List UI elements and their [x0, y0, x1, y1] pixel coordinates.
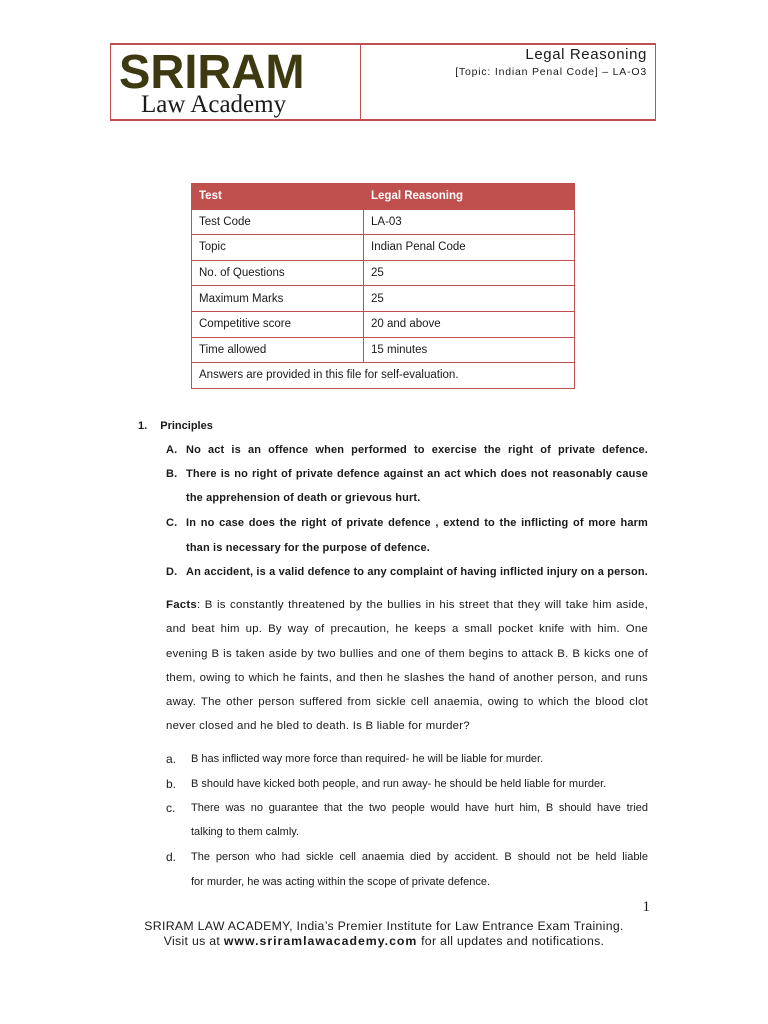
footer-website-link[interactable]: www.sriramlawacademy.com [223, 934, 418, 948]
table-note: Answers are provided in this file for self-evaluation. [192, 363, 575, 389]
table-cell-label: Time allowed [192, 337, 364, 363]
facts-line: evening B is taken aside by two bullies and one of them begins to attack B. B kicks one of [166, 647, 648, 660]
facts-line [166, 593, 648, 617]
document-title: Legal Reasoning [525, 46, 647, 63]
table-row [192, 209, 575, 235]
table-cell-value: 25 [364, 260, 575, 286]
option-letter: c. [166, 801, 176, 815]
table-cell-label: Test Code [192, 209, 364, 235]
question-heading-text: Principles [160, 420, 213, 432]
table-cell-label: No. of Questions [192, 260, 364, 286]
page-number: 1 [642, 899, 650, 915]
table-row [192, 286, 575, 312]
facts-paragraph [166, 593, 648, 739]
table-cell-value: 15 minutes [364, 337, 575, 363]
page-header [110, 43, 656, 121]
option-text: talking to them calmly. [191, 826, 300, 838]
table-cell-label: Competitive score [192, 311, 364, 337]
logo-wordmark: SRIRAM [119, 46, 305, 99]
facts-line: never closed and he bled to death. Is B liable for murder? [166, 720, 470, 733]
facts-text: : B is constantly threatened by the bullies in his street that they will take him aside, [197, 599, 648, 611]
principle-text: the apprehension of death or grievous hurt. [186, 492, 421, 504]
logo-subtitle: Law Academy [141, 91, 287, 118]
table-row [192, 311, 575, 337]
question-heading [138, 420, 658, 432]
logo-block [110, 45, 361, 119]
footer-line-1: SRIRAM LAW ACADEMY, India’s Premier Institute for Law Entrance Exam Training. [144, 919, 624, 933]
header-title-block [361, 45, 656, 119]
principle-text: There is no right of private defence against an act which does not reasonably cause [186, 468, 648, 480]
footer-line-2 [0, 934, 768, 948]
question-number: 1. [138, 420, 148, 432]
table-cell-value: Indian Penal Code [364, 235, 575, 261]
option-text: B has inflicted way more force than required- he will be liable for murder. [191, 753, 544, 765]
option-letter: a. [166, 752, 177, 766]
table-cell-label: Maximum Marks [192, 286, 364, 312]
principle-text: In no case does the right of private defence , extend to the inflicting of more harm [186, 517, 648, 529]
principle-text: than is necessary for the purpose of defence. [186, 542, 430, 554]
table-row [192, 235, 575, 261]
footer-visit-text: Visit us at [163, 934, 221, 948]
principle-text: No act is an offence when performed to exercise the right of private defence. [186, 444, 648, 456]
option-text: for murder, he was acting within the scope of private defence. [191, 876, 490, 888]
table-header-row [192, 184, 575, 210]
facts-line: and beat him up. By way of precaution, he keeps a small pocket knife with him. One [166, 623, 648, 636]
table-note-row [192, 363, 575, 389]
document-topic: [Topic: Indian Penal Code] – LA-O3 [455, 66, 647, 78]
option-text: The person who had sickle cell anaemia died by accident. B should not be held liable [191, 851, 648, 863]
table-row [192, 260, 575, 286]
footer-updates-text: for all updates and notifications. [421, 934, 605, 948]
option-text: There was no guarantee that the two people would have hurt him, B should have tried [191, 802, 648, 814]
table-row [192, 337, 575, 363]
principle-letter: B. [166, 468, 178, 480]
table-cell-label: Topic [192, 235, 364, 261]
table-header-cell: Test [192, 184, 364, 210]
table-header-cell: Legal Reasoning [364, 184, 575, 210]
test-info-table [191, 183, 575, 389]
table-cell-value: 20 and above [364, 311, 575, 337]
facts-line: them, owing to which he faints, and then he slashes the hand of another person, and runs [166, 671, 648, 684]
principle-letter: A. [166, 444, 178, 456]
table-cell-value: LA-03 [364, 209, 575, 235]
facts-line: away. The other person suffered from sickle cell anaemia, owing to which the blood clot [166, 696, 648, 709]
option-text: B should have kicked both people, and run away- he should be held liable for murder. [191, 778, 607, 790]
principle-letter: C. [166, 517, 178, 529]
option-letter: b. [166, 777, 177, 791]
facts-label: Facts [166, 599, 198, 611]
principle-text: An accident, is a valid defence to any complaint of having inflicted injury on a person. [186, 566, 648, 578]
table-cell-value: 25 [364, 286, 575, 312]
principle-letter: D. [166, 566, 178, 578]
option-letter: d. [166, 850, 177, 864]
